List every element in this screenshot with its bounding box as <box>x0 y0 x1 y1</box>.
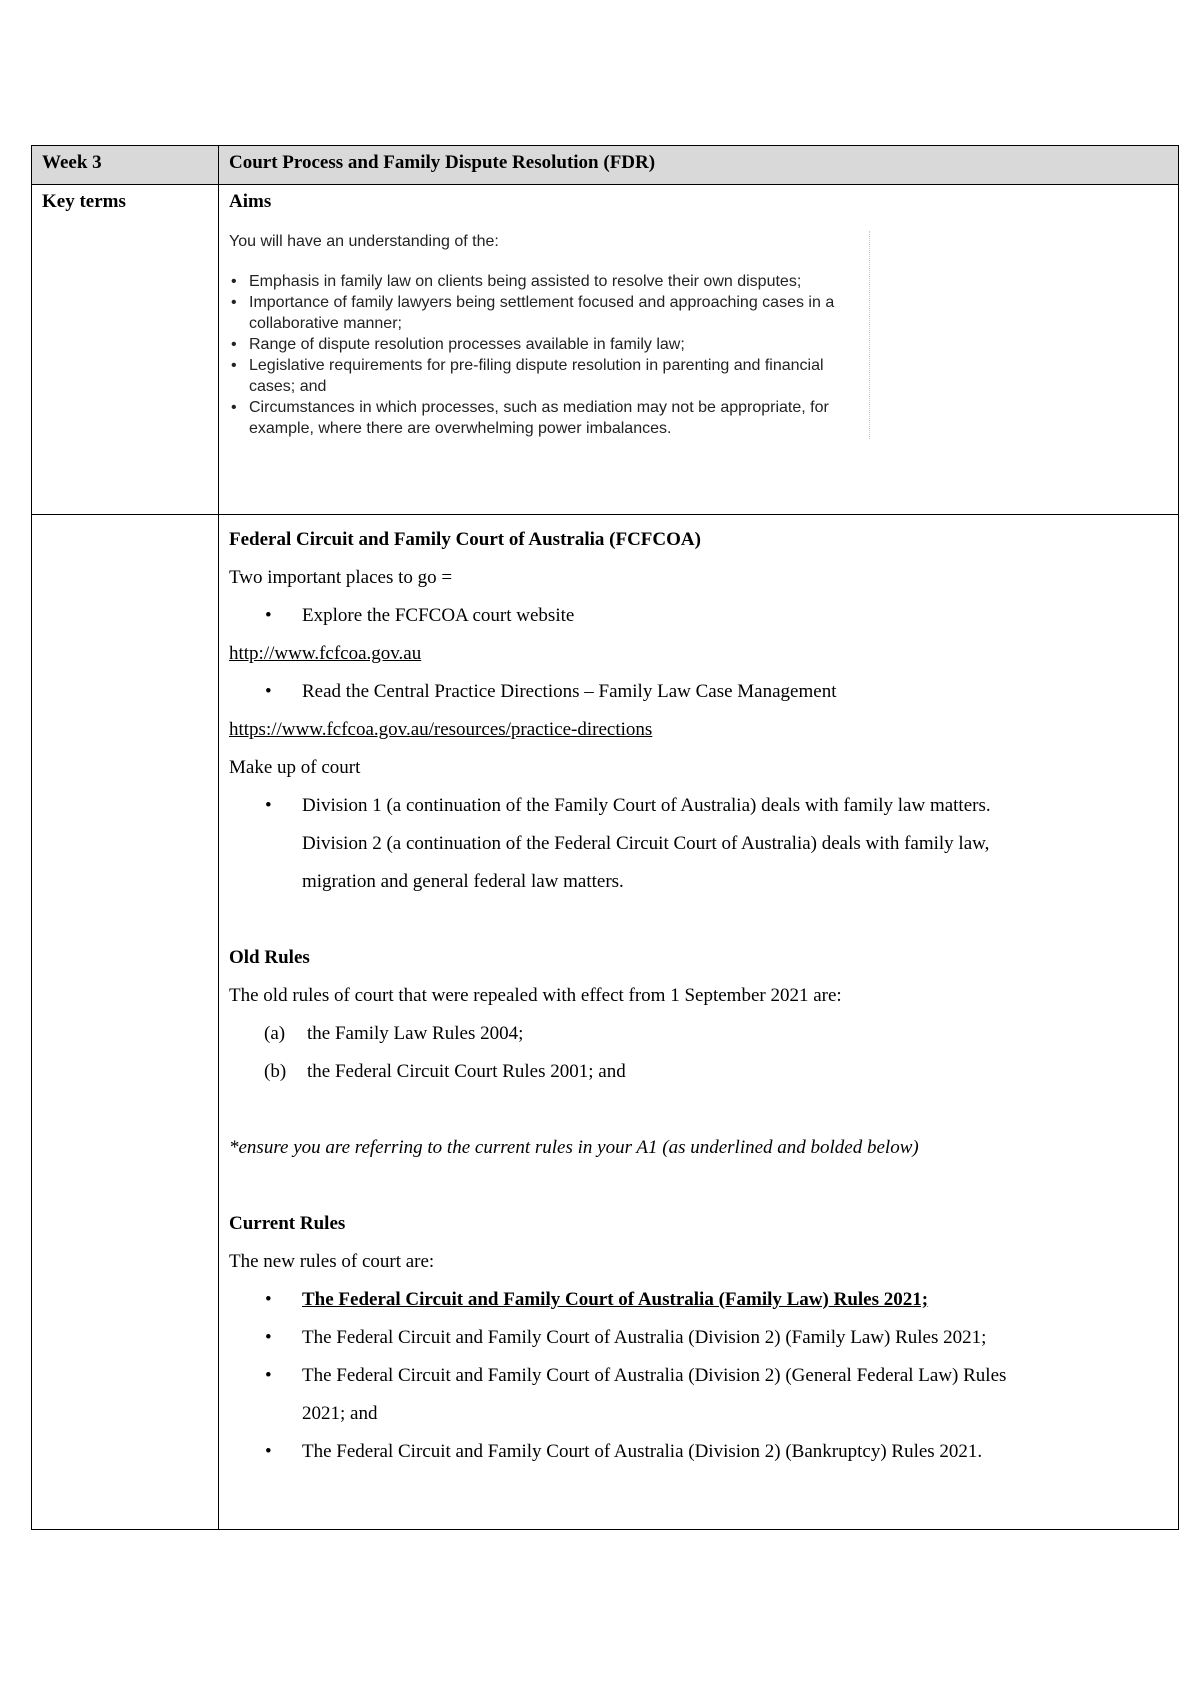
bullet-dot-icon: • <box>265 1327 272 1348</box>
aims-item: • Legislative requirements for pre-filing dispute resolution in parenting and financial cases; and <box>229 355 869 397</box>
week-label: Week 3 <box>42 152 102 173</box>
bullet-dot-icon: • <box>265 795 272 816</box>
bullet-text: Division 2 (a continuation of the Federal Circuit Court of Australia) deals with family law, <box>302 833 990 854</box>
bullet-practice-directions <box>229 673 1168 711</box>
header-title-cell <box>219 146 1179 185</box>
bullet-text: The Federal Circuit and Family Court of Australia (Family Law) Rules 2021; <box>302 1289 929 1310</box>
aims-image-box <box>229 231 870 439</box>
division2-line2 <box>229 863 1168 901</box>
old-rules-intro: The old rules of court that were repealed with effect from 1 September 2021 are: <box>229 985 842 1006</box>
content-row <box>32 515 1179 1530</box>
current-rule-3 <box>229 1357 1168 1395</box>
week-title: Court Process and Family Dispute Resolution (FDR) <box>229 152 656 173</box>
list-text: the Federal Circuit Court Rules 2001; and <box>307 1061 626 1082</box>
makeup-label: Make up of court <box>229 757 361 778</box>
division2-line1 <box>229 825 1168 863</box>
course-table <box>31 145 1179 1530</box>
current-rule-2 <box>229 1319 1168 1357</box>
fcfcoa-website-link[interactable]: http://www.fcfcoa.gov.au <box>229 643 422 664</box>
bullet-dot-icon: • <box>265 605 272 626</box>
list-label: (b) <box>264 1061 287 1082</box>
aims-item: • Circumstances in which processes, such as mediation may not be appropriate, for example, where there are overwhelming power imbalances. <box>229 397 869 439</box>
current-rules-heading: Current Rules <box>229 1213 346 1234</box>
current-rule-1 <box>229 1281 1168 1319</box>
bullet-dot-icon: • <box>265 1365 272 1386</box>
aims-intro: You will have an understanding of the: <box>229 233 499 250</box>
header-week-cell <box>32 146 219 185</box>
bullet-text: The Federal Circuit and Family Court of Australia (Division 2) (Bankruptcy) Rules 2021. <box>302 1441 983 1462</box>
old-rule-b <box>229 1053 1168 1091</box>
bullet-dot-icon: • <box>265 1289 272 1310</box>
aims-heading: Aims <box>229 191 272 212</box>
bullet-text: The Federal Circuit and Family Court of Australia (Division 2) (Family Law) Rules 2021; <box>302 1327 987 1348</box>
aims-item: • Emphasis in family law on clients being assisted to resolve their own disputes; <box>229 271 869 292</box>
bullet-text: Explore the FCFCOA court website <box>302 605 575 626</box>
bullet-division1 <box>229 787 1168 825</box>
bullet-text: The Federal Circuit and Family Court of Australia (Division 2) (General Federal Law) Rules <box>302 1365 1007 1386</box>
bullet-text: migration and general federal law matters. <box>302 871 624 892</box>
bullet-text: 2021; and <box>302 1403 378 1424</box>
list-label: (a) <box>264 1023 286 1044</box>
old-rule-a <box>229 1015 1168 1053</box>
fcfcoa-heading: Federal Circuit and Family Court of Australia (FCFCOA) <box>229 529 701 550</box>
header-row <box>32 146 1179 185</box>
aims-item: • Importance of family lawyers being settlement focused and approaching cases in a collaborative manner; <box>229 292 869 334</box>
content-cell <box>219 515 1179 1530</box>
key-terms-label: Key terms <box>42 191 126 212</box>
current-rules-intro: The new rules of court are: <box>229 1251 435 1272</box>
aims-item: • Range of dispute resolution processes available in family law; <box>229 334 869 355</box>
current-rules-note: *ensure you are referring to the current rules in your A1 (as underlined and bolded below) <box>229 1137 919 1158</box>
empty-left-cell <box>32 515 219 1530</box>
aims-cell <box>219 185 1179 515</box>
places-intro: Two important places to go = <box>229 567 453 588</box>
aims-row <box>32 185 1179 515</box>
bullet-dot-icon: • <box>265 1441 272 1462</box>
aims-list <box>229 271 869 439</box>
old-rules-heading: Old Rules <box>229 947 310 968</box>
bullet-explore <box>229 597 1168 635</box>
current-rule-4 <box>229 1433 1168 1471</box>
current-rule-3-cont <box>229 1395 1168 1433</box>
bullet-dot-icon: • <box>265 681 272 702</box>
practice-directions-link[interactable]: https://www.fcfcoa.gov.au/resources/practice-directions <box>229 719 653 740</box>
list-text: the Family Law Rules 2004; <box>307 1023 524 1044</box>
bullet-text: Read the Central Practice Directions – Family Law Case Management <box>302 681 837 702</box>
key-terms-cell <box>32 185 219 515</box>
bullet-text: Division 1 (a continuation of the Family Court of Australia) deals with family law matters. <box>302 795 991 816</box>
